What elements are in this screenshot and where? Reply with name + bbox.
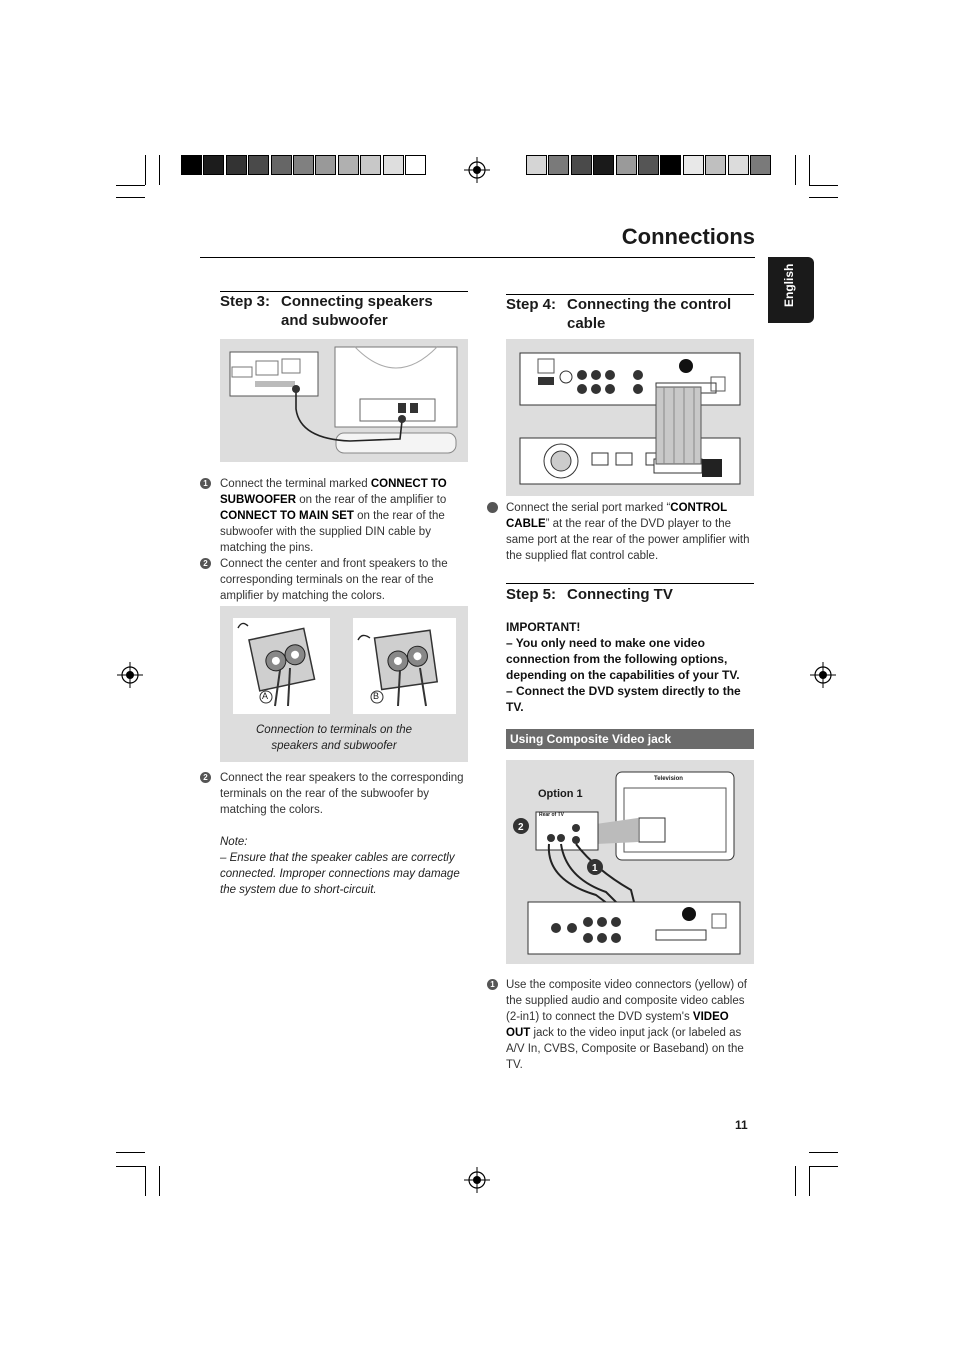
color-swatch [616,155,637,175]
step5-item-1: Use the composite video connectors (yellow) of the supplied audio and composite video cables (2-in1) to connect the DVD system's VIDEO OUT jack to the video input jack (or labeled as A/V In, CVBS, Composite or Baseband) on the TV. [506,979,747,1071]
step5-bullet-1: 1 [487,979,498,990]
step3-item-2: Connect the center and front speakers to the corresponding terminals on the rear of the amplifier by matching the colors. [220,558,448,602]
color-swatch [203,155,224,175]
note-label: Note: [220,836,248,848]
registration-mark-icon [464,157,490,183]
color-swatch [315,155,336,175]
crop-mark [795,155,796,185]
marker-1: 1 [592,863,598,874]
din-cable-diagram [220,339,468,462]
step3-item-3: Connect the rear speakers to the corresponding terminals on the rear of the subwoofer by matching the colors. [220,772,464,816]
step5-rule [506,583,754,584]
step4-heading [506,295,756,335]
color-swatch [526,155,547,175]
crop-mark [116,1152,145,1153]
color-swatch [248,155,269,175]
step4-bullet [487,502,498,513]
speaker-terminals-figure [220,606,468,762]
language-tab [768,257,814,323]
crop-mark [809,155,810,185]
step3-bullet-3: 2 [200,772,211,783]
figure-caption: Connection to terminals on the speakers and subwoofer [256,724,412,752]
step3-item-1: Connect the terminal marked CONNECT TO SUBWOOFER on the rear of the amplifier to CONNECT TO MAIN SET on the rear of the subwoofer with the supplied DIN cable by matching the pins. [220,478,447,554]
subwoofer-connection-figure [220,339,468,462]
tv-label: Television [654,776,683,782]
step4-number: Step 4: [506,296,557,313]
crop-mark [809,1152,838,1153]
color-swatch [728,155,749,175]
color-swatch [705,155,726,175]
registration-mark-icon [117,662,143,688]
crop-mark [116,185,145,186]
tv-connection-figure [506,760,754,964]
color-swatch [360,155,381,175]
crop-mark [145,1166,146,1196]
color-swatch [593,155,614,175]
important-point-2: – Connect the DVD system directly to the TV. [506,684,741,714]
crop-mark [159,155,160,185]
registration-mark-icon [810,662,836,688]
important-point-1: – You only need to make one video connection from the following options, depending on the capabilities of your TV. [506,636,740,682]
page-number: 11 [735,1118,748,1132]
step5-title: Connecting TV [567,586,673,603]
step3-bullet-1: 1 [200,478,211,489]
page-title: Connections [621,224,755,249]
composite-video-bar: Using Composite Video jack [506,729,754,749]
step3-heading [220,292,470,332]
color-swatch [383,155,404,175]
control-cable-figure [506,339,754,496]
color-swatch [638,155,659,175]
step4-item: Connect the serial port marked “CONTROL CABLE” at the rear of the DVD player to the same port at the rear of the power amplifier with the supplied flat control cable. [506,502,750,562]
crop-mark [809,197,838,198]
important-label: IMPORTANT! [506,620,581,634]
color-swatch [293,155,314,175]
step5-heading [506,585,756,605]
control-cable-diagram [506,339,754,496]
color-swatch [683,155,704,175]
crop-mark [809,1166,838,1167]
crop-mark [795,1166,796,1196]
step3-bullet-2: 2 [200,558,211,569]
speaker-terminal-diagram [220,606,468,716]
step5-number: Step 5: [506,586,557,603]
crop-mark [809,185,838,186]
color-swatch [548,155,569,175]
crop-mark [116,197,145,198]
rear-of-tv-label: Rear of TV [539,812,565,818]
figure-label-a: A [262,691,269,701]
crop-mark [809,1166,810,1196]
color-swatch [660,155,681,175]
step3-number: Step 3: [220,293,271,310]
color-swatch [750,155,771,175]
option-label: Option 1 [538,788,583,800]
registration-mark-icon [464,1167,490,1193]
crop-mark [145,155,146,185]
color-swatch [571,155,592,175]
title-rule [200,257,755,258]
note-text: – Ensure that the speaker cables are correctly connected. Improper connections may damage the system due to short-circuit. [220,852,460,896]
color-swatch [338,155,359,175]
figure-label-b: B [373,691,380,701]
crop-mark [116,1166,145,1167]
color-swatch [226,155,247,175]
language-tab-label: English [782,263,796,307]
crop-mark [159,1166,160,1196]
color-swatch [181,155,202,175]
marker-2: 2 [518,822,524,833]
step3-title: Connecting speakers and subwoofer [281,293,433,329]
color-swatch [405,155,426,175]
step4-title: Connecting the control cable [567,296,732,332]
color-swatch [271,155,292,175]
